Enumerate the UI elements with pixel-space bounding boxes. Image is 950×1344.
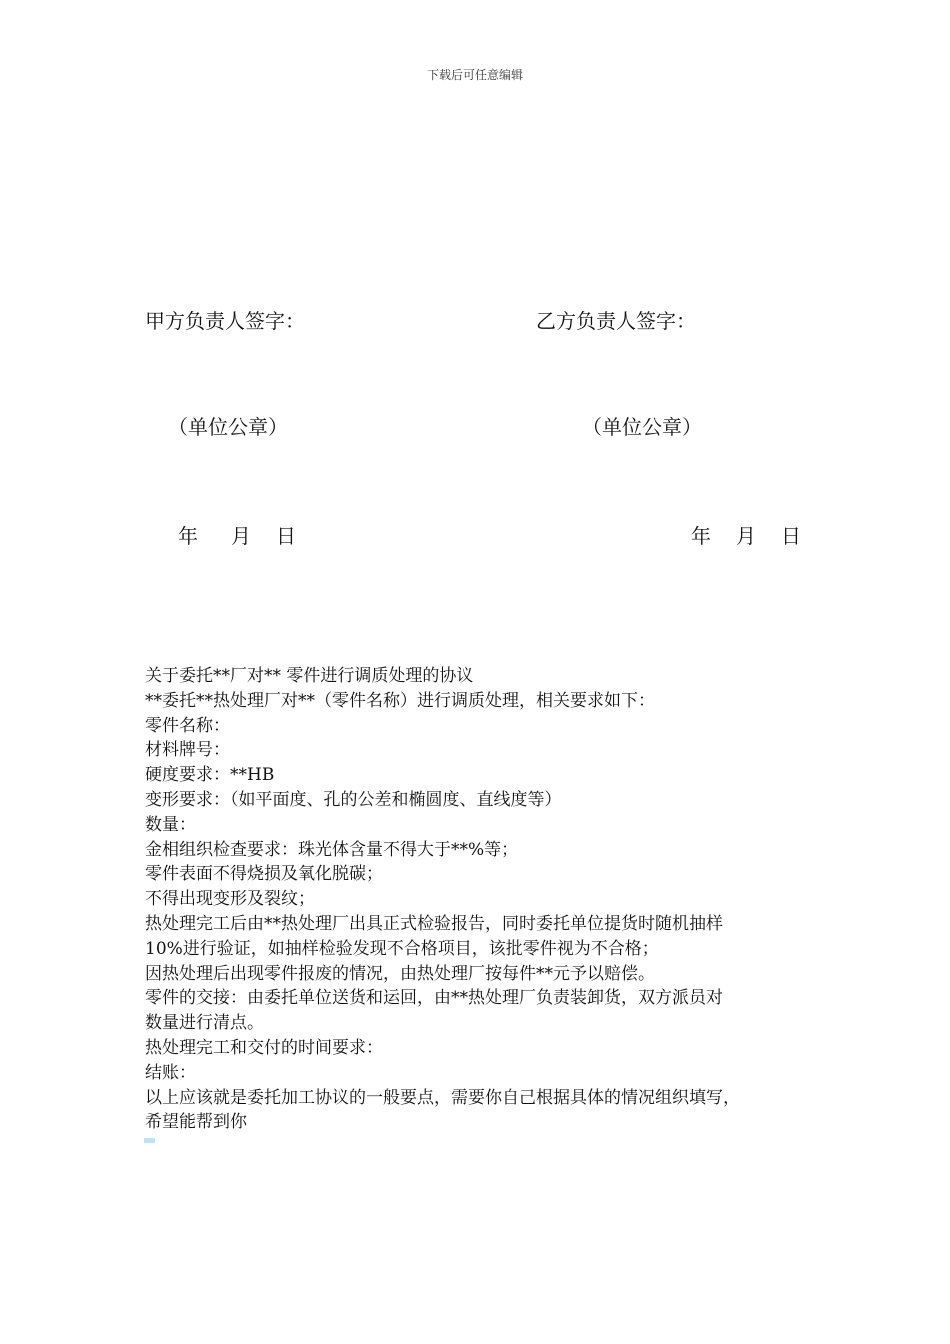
agreement-line: 硬度要求：**HB <box>145 765 275 786</box>
agreement-line: 零件名称： <box>145 715 230 736</box>
agreement-line: 数量： <box>145 814 196 835</box>
agreement-line: 零件的交接：由委托单位送货和运回，由**热处理厂负责装卸货，双方派员对 <box>145 988 723 1009</box>
agreement-line: 变形要求：（如平面度、孔的公差和椭圆度、直线度等） <box>145 789 562 810</box>
date-month: 月 <box>736 524 756 548</box>
agreement-line: 零件表面不得烧损及氧化脱碳； <box>145 864 383 885</box>
agreement-line: 热处理完工和交付的时间要求： <box>145 1037 383 1058</box>
agreement-line: 希望能帮到你 <box>145 1112 247 1133</box>
agreement-line: 以上应该就是委托加工协议的一般要点，需要你自己根据具体的情况组织填写， <box>145 1087 740 1108</box>
date-year: 年 <box>691 524 711 548</box>
agreement-body <box>145 664 815 1135</box>
party-b-date <box>691 520 801 549</box>
agreement-intro: **委托**热处理厂对**（零件名称）进行调质处理，相关要求如下： <box>145 690 655 711</box>
agreement-line: 因热处理后出现零件报废的情况，由热处理厂按每件**元予以赔偿。 <box>145 963 655 984</box>
text-cursor-highlight <box>144 1138 155 1143</box>
party-a-seal-label: （单位公章） <box>168 415 288 439</box>
agreement-line: 10%进行验证，如抽样检验发现不合格项目，该批零件视为不合格； <box>145 938 659 959</box>
date-month: 月 <box>231 524 251 548</box>
date-day: 日 <box>276 524 296 548</box>
agreement-line: 热处理完工后由**热处理厂出具正式检验报告，同时委托单位提货时随机抽样 <box>145 913 723 934</box>
agreement-line: 结账： <box>145 1062 196 1083</box>
date-year: 年 <box>178 524 198 548</box>
party-a-signature-label: 甲方负责人签字： <box>145 309 305 333</box>
date-day: 日 <box>781 524 801 548</box>
agreement-line: 数量进行清点。 <box>145 1013 264 1034</box>
agreement-line: 不得出现变形及裂纹； <box>145 889 315 910</box>
agreement-line: 材料牌号： <box>145 740 230 761</box>
party-b-signature-label: 乙方负责人签字： <box>536 309 696 333</box>
page-header-note: 下载后可任意编辑 <box>426 68 523 82</box>
agreement-line: 金相组织检查要求：珠光体含量不得大于**%等； <box>145 839 519 860</box>
party-b-seal-label: （单位公章） <box>582 415 702 439</box>
agreement-title: 关于委托**厂对** 零件进行调质处理的协议 <box>145 666 474 686</box>
party-a-date <box>178 520 296 549</box>
